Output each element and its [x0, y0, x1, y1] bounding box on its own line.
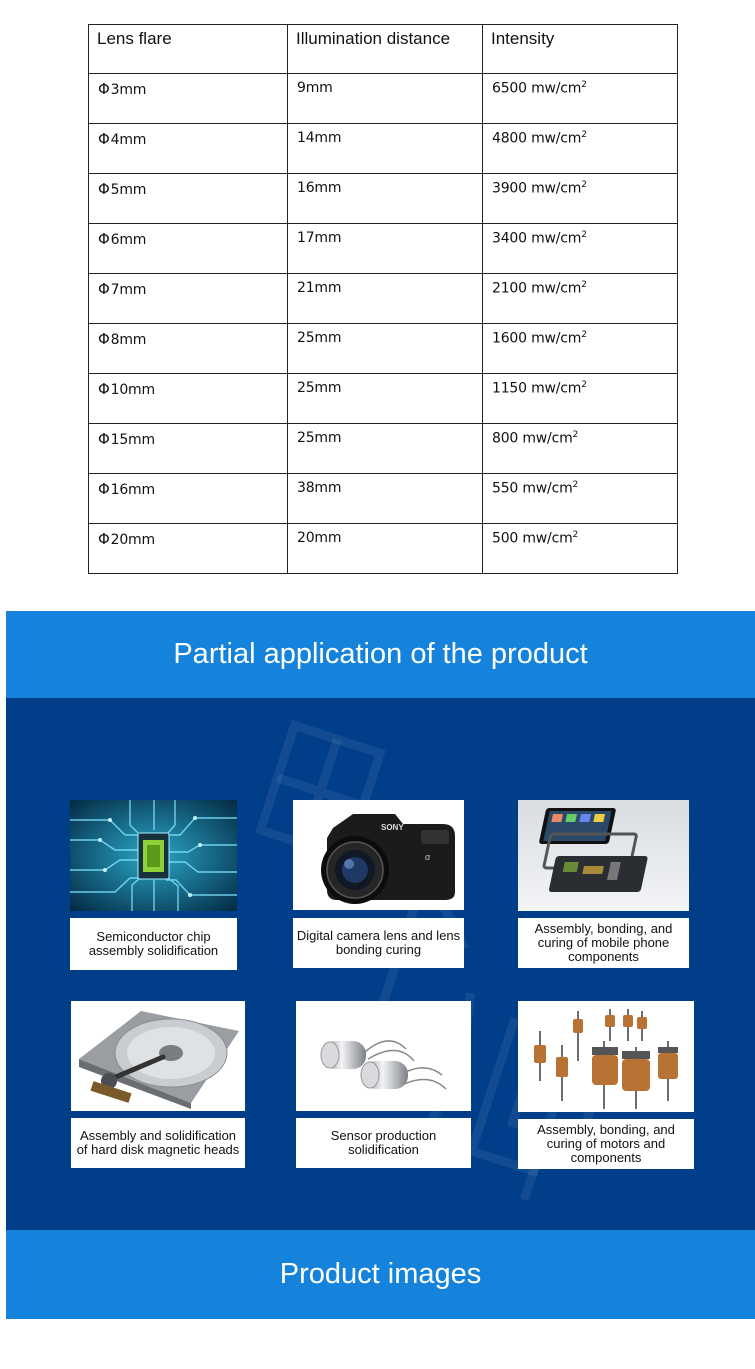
- header-lens-flare: Lens flare: [89, 25, 288, 74]
- hard-disk-image: [71, 1001, 245, 1111]
- spec-table: [88, 24, 678, 574]
- intensity-cell: [483, 524, 678, 574]
- unit-exponent: 2: [581, 380, 587, 390]
- lens-flare-cell: [89, 274, 288, 324]
- intensity-cell: [483, 124, 678, 174]
- lens-flare-value: 3mm: [110, 82, 147, 98]
- phi-symbol: Φ: [98, 430, 110, 448]
- table-row: [89, 224, 678, 274]
- camera-image: [293, 800, 464, 910]
- lens-flare-cell: [89, 124, 288, 174]
- unit-exponent: 2: [581, 330, 587, 340]
- table-row: [89, 424, 678, 474]
- application-caption: Semiconductor chip assembly solidification: [70, 918, 237, 970]
- intensity-cell: [483, 274, 678, 324]
- table-row: [89, 474, 678, 524]
- unit-exponent: 2: [581, 230, 587, 240]
- intensity-cell: [483, 424, 678, 474]
- lens-flare-cell: [89, 474, 288, 524]
- illumination-distance-cell: 25mm: [288, 324, 483, 374]
- lens-flare-value: 16mm: [110, 482, 155, 498]
- applications-title: Partial application of the product: [173, 638, 588, 670]
- phi-symbol: Φ: [98, 480, 110, 498]
- intensity-value: 6500 mw/cm: [492, 80, 582, 97]
- phi-symbol: Φ: [98, 230, 110, 248]
- lens-flare-cell: [89, 74, 288, 124]
- intensity-value: 4800 mw/cm: [492, 130, 582, 147]
- header-illumination-distance: Illumination distance: [288, 25, 483, 74]
- lens-flare-cell: [89, 524, 288, 574]
- table-row: [89, 274, 678, 324]
- unit-exponent: 2: [572, 480, 579, 490]
- unit-exponent: 2: [581, 280, 587, 290]
- illumination-distance-cell: 16mm: [288, 174, 483, 224]
- intensity-value: 3400 mw/cm: [492, 230, 582, 247]
- unit-exponent: 2: [572, 430, 579, 440]
- intensity-value: 2100 mw/cm: [492, 280, 582, 297]
- illumination-distance-cell: 25mm: [288, 424, 483, 474]
- intensity-cell: [483, 224, 678, 274]
- chip-image: [70, 800, 237, 911]
- svg-text:α: α: [425, 852, 431, 862]
- intensity-value: 3900 mw/cm: [492, 180, 582, 197]
- illumination-distance-cell: 14mm: [288, 124, 483, 174]
- lens-flare-value: 20mm: [110, 532, 155, 548]
- unit-exponent: 2: [581, 80, 587, 90]
- illumination-distance-cell: 17mm: [288, 224, 483, 274]
- sensor-image: [296, 1001, 471, 1111]
- phi-symbol: Φ: [98, 180, 110, 198]
- intensity-cell: [483, 374, 678, 424]
- intensity-cell: [483, 474, 678, 524]
- intensity-cell: [483, 174, 678, 224]
- illumination-distance-cell: 20mm: [288, 524, 483, 574]
- unit-exponent: 2: [581, 130, 587, 140]
- lens-flare-value: 7mm: [110, 282, 147, 298]
- unit-exponent: 2: [572, 530, 579, 540]
- intensity-value: 500 mw/cm: [492, 530, 573, 547]
- phi-symbol: Φ: [98, 280, 110, 298]
- svg-text:SONY: SONY: [381, 823, 404, 832]
- intensity-cell: [483, 324, 678, 374]
- lens-flare-value: 6mm: [110, 232, 147, 248]
- lens-flare-cell: [89, 324, 288, 374]
- illumination-distance-cell: 38mm: [288, 474, 483, 524]
- application-caption: Assembly and solidification of hard disk magnetic heads: [71, 1118, 245, 1168]
- phone-image: [518, 800, 689, 911]
- header-intensity: Intensity: [483, 25, 678, 74]
- table-row: [89, 74, 678, 124]
- application-caption: Sensor production solidification: [296, 1118, 471, 1168]
- illumination-distance-cell: 25mm: [288, 374, 483, 424]
- phi-symbol: Φ: [98, 330, 110, 348]
- lens-flare-value: 4mm: [110, 132, 147, 148]
- application-caption: Assembly, bonding, and curing of motors and components: [518, 1119, 694, 1169]
- intensity-cell: [483, 74, 678, 124]
- phi-symbol: Φ: [98, 530, 110, 548]
- illumination-distance-cell: 21mm: [288, 274, 483, 324]
- table-row: [89, 324, 678, 374]
- lens-flare-cell: [89, 224, 288, 274]
- table-header-row: [89, 25, 678, 74]
- lens-flare-value: 5mm: [110, 182, 147, 198]
- phi-symbol: Φ: [98, 80, 110, 98]
- intensity-value: 550 mw/cm: [492, 480, 573, 497]
- product-images-banner: [6, 1230, 755, 1319]
- application-caption: Digital camera lens and lens bonding curing: [293, 918, 464, 968]
- table-row: [89, 124, 678, 174]
- illumination-distance-cell: 9mm: [288, 74, 483, 124]
- lens-flare-cell: [89, 374, 288, 424]
- motor-image: [518, 1001, 694, 1112]
- phi-symbol: Φ: [98, 130, 110, 148]
- lens-flare-value: 15mm: [110, 432, 155, 448]
- lens-flare-value: 10mm: [110, 382, 155, 398]
- phi-symbol: Φ: [98, 380, 110, 398]
- intensity-value: 1150 mw/cm: [492, 380, 582, 397]
- intensity-value: 800 mw/cm: [492, 430, 573, 447]
- applications-panel: [6, 698, 755, 1230]
- unit-exponent: 2: [581, 180, 587, 190]
- table-row: [89, 374, 678, 424]
- intensity-value: 1600 mw/cm: [492, 330, 582, 347]
- lens-flare-cell: [89, 174, 288, 224]
- product-images-title: Product images: [279, 1258, 482, 1290]
- lens-flare-value: 8mm: [110, 332, 147, 348]
- application-caption: Assembly, bonding, and curing of mobile phone components: [518, 918, 689, 968]
- applications-banner: [6, 611, 755, 698]
- table-row: [89, 174, 678, 224]
- lens-flare-cell: [89, 424, 288, 474]
- table-row: [89, 524, 678, 574]
